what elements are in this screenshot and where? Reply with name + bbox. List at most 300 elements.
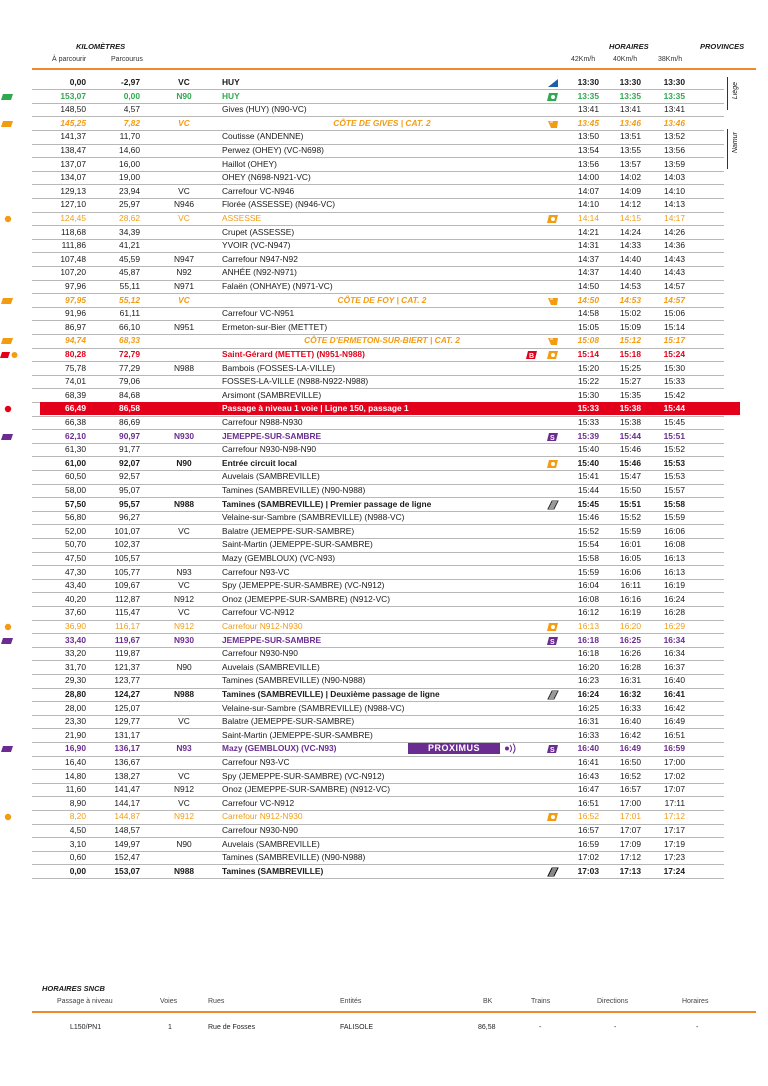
km-remaining: 124,45 [60, 213, 86, 223]
km-remaining: 36,90 [65, 621, 86, 631]
km-covered: 121,37 [114, 661, 140, 672]
time-38kmh: 16:13 [664, 553, 685, 563]
km-remaining: 107,48 [60, 253, 86, 264]
table-row [32, 457, 748, 471]
km-remaining: 74,01 [65, 376, 86, 387]
table-row [32, 729, 748, 743]
km-covered: 138,27 [114, 770, 140, 781]
place-name: Carrefour VC-N951 [222, 308, 295, 319]
table-row [32, 593, 748, 607]
time-38kmh: 16:37 [664, 661, 685, 672]
km-remaining: 47,50 [65, 553, 86, 563]
time-40kmh: 13:30 [619, 77, 641, 87]
place-name: Bambois (FOSSES-LA-VILLE) [222, 362, 336, 373]
km-covered: 72,79 [119, 349, 140, 359]
road-number: VC [178, 185, 190, 196]
km-covered: 66,10 [119, 321, 140, 332]
place-name: Saint-Martin (JEMEPPE-SUR-SAMBRE) [222, 539, 373, 550]
road-number: N988 [173, 865, 195, 876]
km-remaining: 107,20 [60, 267, 86, 278]
km-covered: 141,47 [114, 784, 140, 795]
a-parcourir-label: À parcourir [52, 56, 87, 63]
km-covered: 77,29 [119, 362, 140, 373]
time-38kmh: 16:29 [664, 621, 685, 631]
footer-val-voies: 1 [168, 1024, 172, 1031]
km-covered: 19,00 [119, 172, 140, 183]
time-40kmh: 16:40 [620, 716, 641, 727]
time-42kmh: 15:41 [578, 471, 599, 482]
time-42kmh: 16:04 [578, 580, 599, 591]
time-38kmh: 15:14 [664, 321, 685, 332]
time-38kmh: 14:03 [664, 172, 685, 183]
time-42kmh: 16:08 [578, 593, 599, 604]
time-38kmh: 15:30 [664, 362, 685, 373]
time-42kmh: 13:45 [577, 117, 599, 128]
footer-col-horaires: Horaires [682, 998, 709, 1005]
time-38kmh: 17:07 [664, 784, 685, 795]
km-remaining: 23,30 [65, 716, 86, 727]
place-name: Mazy (GEMBLOUX) (VC-N93) [222, 743, 337, 754]
km-covered: 124,27 [114, 689, 140, 699]
time-42kmh: 14:21 [578, 226, 599, 237]
km-remaining: 66,49 [65, 403, 86, 414]
km-remaining: 43,40 [65, 580, 86, 591]
place-name: Balatre (JEMEPPE-SUR-SAMBRE) [222, 525, 355, 536]
time-42kmh: 15:30 [578, 389, 599, 400]
road-number: N988 [173, 362, 195, 373]
table-row [32, 783, 748, 797]
kilometres-header: KILOMÈTRES [76, 42, 126, 51]
km-remaining: 21,90 [65, 729, 86, 740]
time-40kmh: 16:31 [620, 675, 641, 686]
time-40kmh: 15:50 [620, 485, 641, 495]
time-42kmh: 16:18 [577, 634, 599, 645]
km-covered: 86,69 [119, 417, 140, 427]
time-38kmh: 16:34 [663, 634, 685, 645]
place-name: Carrefour VC-N946 [222, 185, 295, 196]
time-42kmh: 15:05 [578, 321, 599, 332]
time-38kmh: 16:06 [664, 525, 685, 536]
km-remaining: 40,20 [65, 593, 86, 604]
time-40kmh: 16:16 [620, 593, 641, 604]
horaires-header: HORAIRES [609, 42, 649, 51]
km-covered: 119,67 [114, 634, 140, 645]
time-42kmh: 13:41 [578, 104, 599, 115]
km-covered: 68,33 [119, 335, 140, 346]
km-remaining: 37,60 [65, 607, 86, 618]
km-covered: 28,62 [119, 213, 140, 223]
time-42kmh: 14:50 [578, 281, 599, 291]
svg-text:B: B [529, 353, 535, 360]
km-covered: 92,07 [119, 457, 140, 468]
time-38kmh: 16:41 [663, 689, 685, 699]
time-40kmh: 15:59 [620, 525, 641, 536]
time-42kmh: 16:43 [578, 770, 599, 781]
km-covered: 112,87 [115, 593, 140, 604]
place-name: Carrefour VC-N912 [222, 797, 295, 808]
km-remaining: 60,50 [65, 471, 86, 482]
time-38kmh: 14:26 [664, 226, 685, 237]
time-42kmh: 15:20 [578, 362, 599, 373]
time-42kmh: 16:52 [578, 811, 599, 822]
time-38kmh: 15:24 [663, 349, 685, 359]
km-remaining: 97,95 [65, 294, 86, 305]
time-42kmh: 16:23 [578, 675, 599, 686]
place-name: Carrefour N930-N90 [222, 825, 298, 835]
time-40kmh: 13:51 [620, 131, 641, 142]
time-38kmh: 15:58 [663, 498, 685, 509]
footer-col-rues: Rues [208, 998, 225, 1005]
table-row [32, 307, 748, 321]
road-number: N951 [173, 321, 195, 332]
time-40kmh: 14:53 [619, 294, 641, 305]
time-38kmh: 17:12 [664, 811, 685, 822]
time-40kmh: 16:06 [620, 566, 641, 577]
time-42kmh: 15:40 [578, 444, 599, 455]
time-38kmh: 15:44 [663, 403, 685, 414]
road-number: N930 [173, 430, 195, 441]
time-38kmh: 17:24 [663, 865, 685, 876]
km-covered: 61,11 [119, 308, 140, 319]
time-42kmh: 14:07 [578, 185, 599, 196]
road-number: N988 [173, 689, 195, 699]
table-row [32, 579, 748, 593]
time-38kmh: 14:57 [663, 294, 685, 305]
time-42kmh: 16:51 [578, 797, 599, 808]
place-name: Arsimont (SAMBREVILLE) [222, 389, 322, 400]
time-38kmh: 15:59 [664, 512, 685, 523]
km-covered: 129,77 [114, 716, 140, 727]
time-38kmh: 15:33 [664, 376, 685, 387]
time-42kmh: 13:56 [578, 158, 599, 169]
road-number: N946 [173, 199, 195, 210]
time-40kmh: 15:47 [620, 471, 641, 482]
time-42kmh: 15:08 [577, 335, 599, 346]
footer-val-trains: - [539, 1024, 542, 1031]
km-remaining: 3,10 [69, 838, 86, 849]
time-42kmh: 15:58 [578, 553, 599, 563]
time-42kmh: 16:12 [578, 607, 599, 618]
km-covered: 148,57 [114, 825, 140, 835]
km-covered: 95,57 [119, 498, 140, 509]
footer-val-passage: L150/PN1 [70, 1024, 102, 1031]
time-40kmh: 15:35 [620, 389, 641, 400]
time-42kmh: 16:20 [578, 661, 599, 672]
table-row [32, 334, 748, 348]
time-38kmh: 13:52 [664, 131, 685, 142]
km-remaining: 28,00 [65, 702, 86, 713]
road-number: N90 [176, 838, 192, 849]
table-row [32, 606, 748, 620]
km-covered: 92,57 [119, 471, 140, 482]
table-row [32, 552, 748, 566]
time-38kmh: 17:23 [664, 852, 685, 863]
time-40kmh: 14:09 [620, 185, 641, 196]
place-name: ASSESSE [222, 213, 262, 223]
table-row [32, 620, 748, 634]
time-40kmh: 16:26 [620, 648, 641, 659]
km-remaining: 134,07 [60, 172, 86, 183]
km-remaining: 8,90 [69, 797, 86, 808]
time-40kmh: 16:28 [620, 661, 641, 672]
time-42kmh: 16:31 [578, 716, 599, 727]
time-42kmh: 15:45 [577, 498, 599, 509]
road-number: N988 [173, 498, 195, 509]
place-name: Tamines (SAMBREVILLE) (N90-N988) [222, 852, 366, 863]
table-row [32, 661, 748, 675]
place-name: Ermeton-sur-Bier (METTET) [222, 321, 328, 332]
place-name: Tamines (SAMBREVILLE) | Deuxième passage de ligne [222, 689, 440, 699]
province-namur: Namur [732, 132, 739, 154]
place-name: Balatre (JEMEPPE-SUR-SAMBRE) [222, 716, 355, 727]
time-40kmh: 14:53 [620, 281, 641, 291]
road-number: VC [178, 77, 190, 87]
time-38kmh: 16:28 [664, 607, 685, 618]
time-40kmh: 16:01 [620, 539, 641, 550]
time-40kmh: 15:46 [620, 444, 641, 455]
time-40kmh: 15:46 [619, 457, 641, 468]
table-row [32, 103, 748, 117]
place-name: FOSSES-LA-VILLE (N988-N922-N988) [222, 376, 369, 387]
time-40kmh: 17:01 [620, 811, 641, 822]
time-42kmh: 13:54 [578, 145, 599, 155]
table-row [32, 117, 748, 131]
km-covered: 116,17 [115, 621, 140, 631]
table-row [32, 647, 748, 661]
km-covered: 152,47 [114, 852, 140, 863]
km-covered: 23,94 [119, 185, 140, 196]
time-42kmh: 13:35 [577, 90, 599, 101]
place-name: Passage à niveau 1 voie | Ligne 150, passage 1 [222, 403, 409, 414]
time-38kmh: 16:24 [664, 593, 685, 604]
time-40kmh: 16:20 [620, 621, 641, 631]
table-row [32, 824, 748, 838]
time-40kmh: 15:52 [620, 512, 641, 523]
road-number: VC [178, 797, 190, 808]
time-42kmh: 15:54 [578, 539, 599, 550]
time-42kmh: 15:46 [578, 512, 599, 523]
km-remaining: 0,60 [69, 852, 86, 863]
km-remaining: 118,68 [61, 226, 86, 237]
time-42kmh: 16:40 [577, 743, 599, 754]
time-42kmh: 15:39 [577, 430, 599, 441]
time-42kmh: 15:33 [577, 403, 599, 414]
place-name: Crupet (ASSESSE) [222, 226, 295, 237]
km-remaining: 31,70 [65, 661, 86, 672]
time-42kmh: 14:00 [578, 172, 599, 183]
time-38kmh: 13:30 [663, 77, 685, 87]
place-name: Carrefour N93-VC [222, 566, 290, 577]
km-remaining: 148,50 [60, 104, 86, 115]
time-38kmh: 15:53 [663, 457, 685, 468]
km-remaining: 33,20 [65, 648, 86, 659]
place-name: Velaine-sur-Sambre (SAMBREVILLE) (N988-VC) [222, 702, 405, 713]
km-remaining: 91,96 [65, 308, 86, 319]
time-38kmh: 17:11 [664, 797, 685, 808]
km-remaining: 153,07 [60, 90, 86, 101]
time-42kmh: 15:22 [578, 376, 599, 387]
time-38kmh: 17:00 [664, 757, 685, 767]
km-remaining: 129,13 [60, 185, 86, 196]
place-name: Falaën (ONHAYE) (N971-VC) [222, 281, 333, 291]
table-row [32, 688, 748, 702]
time-38kmh: 14:57 [664, 281, 685, 291]
time-38kmh: 13:35 [663, 90, 685, 101]
km-covered: 144,17 [114, 797, 140, 808]
time-38kmh: 15:06 [664, 308, 685, 319]
footer-val-entites: FALISOLE [340, 1024, 374, 1031]
km-remaining: 0,00 [69, 77, 86, 87]
checkered-flag-icon [547, 867, 559, 882]
time-42kmh: 16:24 [577, 689, 599, 699]
time-40kmh: 15:27 [620, 376, 641, 387]
time-40kmh: 13:35 [619, 90, 641, 101]
place-name: CÔTE DE FOY | CAT. 2 [337, 294, 427, 305]
place-name: Gives (HUY) (N90-VC) [222, 104, 307, 115]
time-38kmh: 15:51 [663, 430, 685, 441]
time-42kmh: 14:10 [578, 199, 599, 210]
road-number: N92 [176, 267, 192, 278]
time-42kmh: 17:02 [578, 852, 599, 863]
km-covered: 34,39 [119, 226, 140, 237]
km-remaining: 8,20 [69, 811, 86, 822]
table-row [32, 185, 748, 199]
road-number: N93 [176, 743, 192, 754]
place-name: Onoz (JEMEPPE-SUR-SAMBRE) (N912-VC) [222, 593, 390, 604]
time-38kmh: 13:59 [664, 158, 685, 169]
km-covered: 123,77 [114, 675, 140, 686]
time-40kmh: 16:50 [620, 757, 641, 767]
road-number: N912 [173, 593, 195, 604]
km-remaining: 28,80 [65, 689, 86, 699]
km-remaining: 52,00 [65, 525, 86, 536]
km-covered: 0,00 [123, 90, 140, 101]
km-remaining: 16,90 [65, 743, 86, 754]
km-covered: 131,17 [114, 729, 140, 740]
time-42kmh: 16:33 [578, 729, 599, 740]
time-38kmh: 16:19 [664, 580, 685, 591]
table-row [32, 144, 748, 158]
table-row [32, 90, 748, 104]
km-remaining: 29,30 [65, 675, 86, 686]
km-covered: 45,59 [119, 253, 140, 264]
table-row [32, 375, 748, 389]
time-42kmh: 14:50 [577, 294, 599, 305]
km-remaining: 86,97 [65, 321, 86, 332]
road-number: N947 [173, 253, 195, 264]
time-38kmh: 16:40 [664, 675, 685, 686]
km-remaining: 50,70 [65, 539, 86, 550]
svg-text:S: S [550, 434, 555, 442]
km-remaining: 66,38 [65, 417, 86, 427]
km-remaining: 57,50 [65, 498, 86, 509]
km-remaining: 62,10 [65, 430, 86, 441]
km-covered: 14,60 [119, 145, 140, 155]
time-40kmh: 16:11 [620, 580, 641, 591]
table-row [32, 498, 748, 512]
km-remaining: 56,80 [65, 512, 86, 523]
km-remaining: 14,80 [65, 770, 86, 781]
time-38kmh: 15:52 [664, 444, 685, 455]
time-42kmh: 16:59 [578, 838, 599, 849]
table-row [32, 362, 748, 376]
time-40kmh: 14:02 [620, 172, 641, 183]
place-name: CÔTE DE GIVES | CAT. 2 [333, 117, 431, 128]
km-remaining: 97,96 [65, 281, 86, 291]
place-name: Carrefour N930-N90 [222, 648, 298, 659]
time-40kmh: 17:13 [619, 865, 641, 876]
km-covered: 90,97 [119, 430, 140, 441]
km-remaining: 4,50 [69, 825, 86, 835]
row-divider [32, 878, 724, 879]
place-name: Carrefour N947-N92 [222, 253, 298, 264]
table-row [32, 294, 748, 308]
table-row [32, 239, 748, 253]
km-remaining: 68,39 [65, 389, 86, 400]
km-covered: 105,57 [114, 553, 140, 563]
time-40kmh: 16:33 [620, 702, 641, 713]
footer-divider [32, 1011, 756, 1013]
time-38kmh: 15:17 [663, 335, 685, 346]
time-40kmh: 15:09 [620, 321, 641, 332]
place-name: Spy (JEMEPPE-SUR-SAMBRE) (VC-N912) [222, 580, 385, 591]
table-row [32, 538, 748, 552]
table-row [32, 158, 748, 172]
time-38kmh: 15:53 [664, 471, 685, 482]
time-42kmh: 16:25 [578, 702, 599, 713]
road-number: VC [178, 525, 190, 536]
place-name: Carrefour N93-VC [222, 757, 290, 767]
time-40kmh: 15:51 [619, 498, 641, 509]
province-liege: Liège [732, 82, 739, 100]
parcourus-label: Parcourus [111, 56, 143, 63]
time-40kmh: 16:19 [620, 607, 641, 618]
time-40kmh: 13:46 [619, 117, 641, 128]
time-42kmh: 13:50 [578, 131, 599, 142]
place-name: Carrefour N912-N930 [222, 811, 303, 822]
road-number: VC [178, 213, 190, 223]
footer-col-voies: Voies [160, 998, 178, 1005]
time-42kmh: 14:14 [578, 213, 599, 223]
road-number: VC [178, 294, 190, 305]
time-38kmh: 14:43 [664, 253, 685, 264]
time-40kmh: 17:09 [620, 838, 641, 849]
km-remaining: 0,00 [69, 865, 86, 876]
km-covered: 144,87 [114, 811, 140, 822]
speed-42-label: 42Km/h [571, 56, 596, 63]
time-38kmh: 14:10 [664, 185, 685, 196]
time-40kmh: 14:24 [620, 226, 641, 237]
place-name: Entrée circuit local [222, 457, 297, 468]
table-row [32, 280, 748, 294]
time-40kmh: 15:18 [619, 349, 641, 359]
road-number: N912 [173, 784, 195, 795]
footer-val-horaires: - [696, 1024, 699, 1031]
road-number: N90 [176, 661, 192, 672]
table-row [32, 212, 748, 226]
time-40kmh: 16:49 [619, 743, 641, 754]
km-covered: 79,06 [119, 376, 140, 387]
place-name: Mazy (GEMBLOUX) (VC-N93) [222, 553, 336, 563]
time-40kmh: 16:25 [619, 634, 641, 645]
table-row [32, 851, 748, 865]
table-row [32, 389, 748, 403]
km-covered: 125,07 [114, 702, 140, 713]
km-remaining: 80,28 [65, 349, 86, 359]
km-covered: 16,00 [119, 158, 140, 169]
km-covered: 102,37 [114, 539, 140, 550]
time-38kmh: 16:08 [664, 539, 685, 550]
